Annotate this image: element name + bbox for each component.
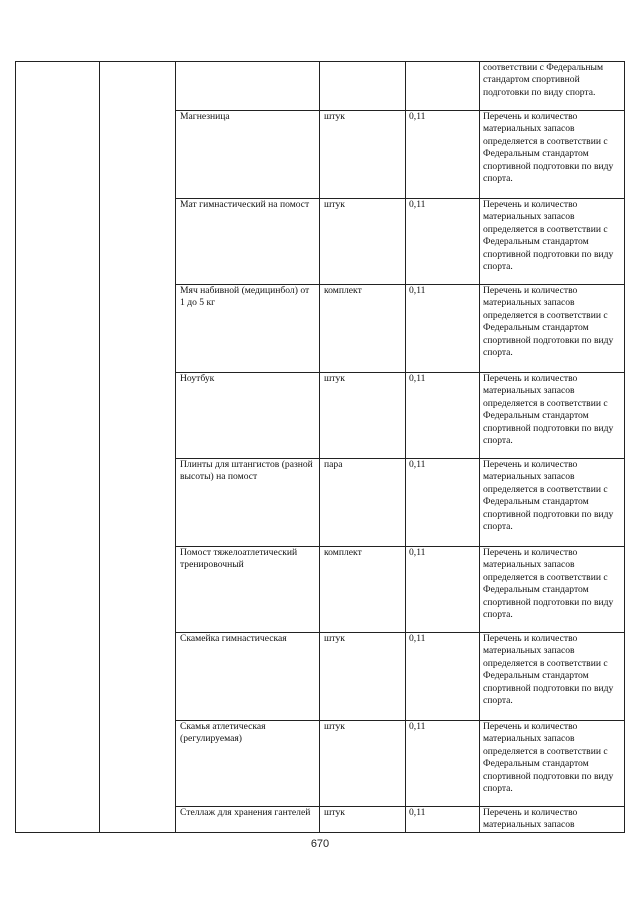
cell-name: Плинты для штангистов (разной высоты) на помост (176, 459, 320, 547)
table-row-continued (16, 62, 625, 111)
cell-unit: пара (320, 459, 406, 547)
cell-note: Перечень и количество материальных запасов определяется в соответствии с Федеральным стандартом спортивной подготовки по виду спорта. (480, 199, 625, 285)
cell-name: Скамейка гимнастическая (176, 633, 320, 721)
cell-name: Стеллаж для хранения гантелей (176, 807, 320, 833)
cell-qty: 0,11 (406, 111, 480, 199)
cell-note: Перечень и количество материальных запасов определяется в соответствии с Федеральным стандартом спортивной подготовки по виду спорта. (480, 373, 625, 459)
cell-name (176, 62, 320, 111)
cell-unit (320, 62, 406, 111)
cell-name: Помост тяжелоатлетический тренировочный (176, 547, 320, 633)
merged-cell-col1 (16, 62, 100, 833)
cell-qty (406, 62, 480, 111)
cell-qty: 0,11 (406, 633, 480, 721)
cell-qty: 0,11 (406, 285, 480, 373)
cell-note: Перечень и количество материальных запасов определяется в соответствии с Федеральным стандартом спортивной подготовки по виду спорта. (480, 459, 625, 547)
cell-name: Мат гимнастический на помост (176, 199, 320, 285)
cell-name: Скамья атлетическая (регулируемая) (176, 721, 320, 807)
cell-note: Перечень и количество материальных запасов (480, 807, 625, 833)
cell-unit: штук (320, 633, 406, 721)
cell-unit: комплект (320, 547, 406, 633)
equipment-table (15, 61, 625, 833)
merged-cell-col2 (100, 62, 176, 833)
cell-unit: штук (320, 807, 406, 833)
cell-unit: штук (320, 199, 406, 285)
cell-unit: штук (320, 111, 406, 199)
table-body (16, 62, 625, 833)
cell-name: Ноутбук (176, 373, 320, 459)
cell-qty: 0,11 (406, 547, 480, 633)
cell-note: Перечень и количество материальных запасов определяется в соответствии с Федеральным стандартом спортивной подготовки по виду спорта. (480, 285, 625, 373)
cell-unit: комплект (320, 285, 406, 373)
cell-note: соответствии с Федеральным стандартом спортивной подготовки по виду спорта. (480, 62, 625, 111)
cell-qty: 0,11 (406, 373, 480, 459)
cell-name: Магнезница (176, 111, 320, 199)
cell-qty: 0,11 (406, 807, 480, 833)
cell-qty: 0,11 (406, 199, 480, 285)
cell-unit: штук (320, 373, 406, 459)
cell-note: Перечень и количество материальных запасов определяется в соответствии с Федеральным стандартом спортивной подготовки по виду спорта. (480, 721, 625, 807)
cell-qty: 0,11 (406, 459, 480, 547)
cell-note: Перечень и количество материальных запасов определяется в соответствии с Федеральным стандартом спортивной подготовки по виду спорта. (480, 111, 625, 199)
cell-qty: 0,11 (406, 721, 480, 807)
cell-unit: штук (320, 721, 406, 807)
cell-note: Перечень и количество материальных запасов определяется в соответствии с Федеральным стандартом спортивной подготовки по виду спорта. (480, 633, 625, 721)
cell-name: Мяч набивной (медицинбол) от 1 до 5 кг (176, 285, 320, 373)
page-number: 670 (310, 838, 330, 850)
cell-note: Перечень и количество материальных запасов определяется в соответствии с Федеральным стандартом спортивной подготовки по виду спорта. (480, 547, 625, 633)
